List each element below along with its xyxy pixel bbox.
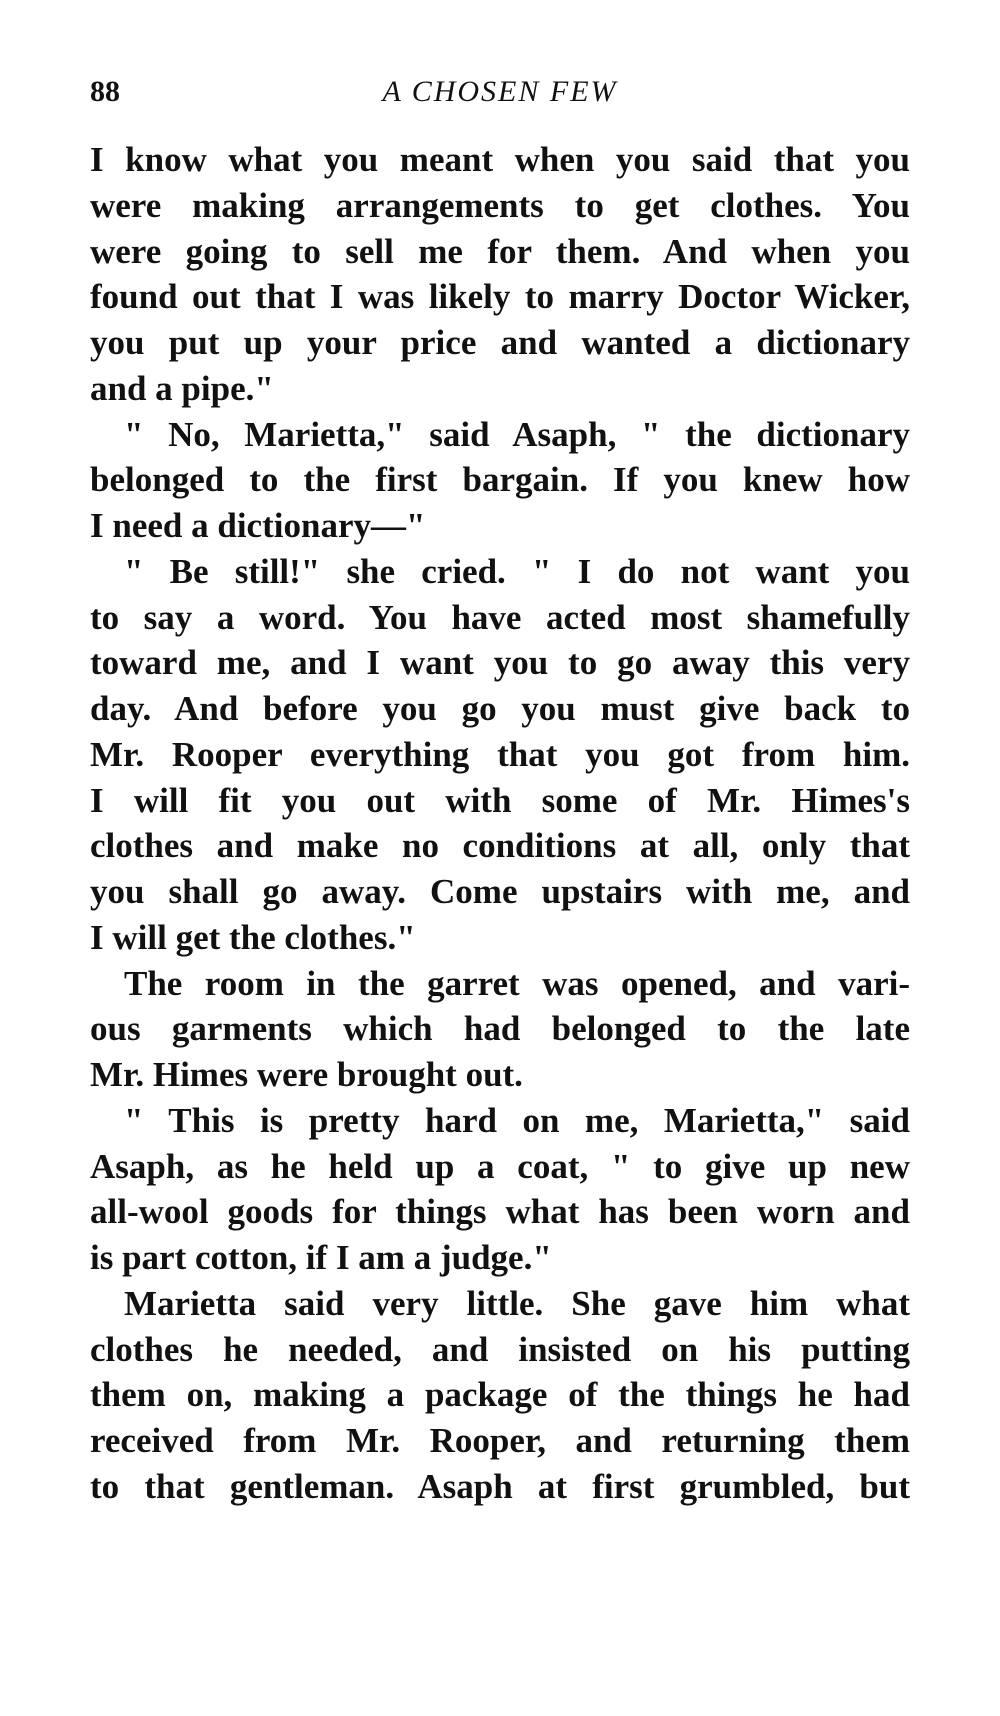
text-line: to that gentleman. Asaph at first grumbled, but bbox=[90, 1466, 910, 1506]
text-line: them on, making a package of the things he had bbox=[90, 1375, 910, 1415]
text-line: found out that I was likely to marry Doctor Wicker, bbox=[90, 277, 910, 317]
text-line: and a pipe." bbox=[90, 368, 274, 408]
running-head bbox=[90, 72, 910, 112]
text-line: you shall go away. Come upstairs with me, and bbox=[90, 872, 910, 911]
text-line: Marietta said very little. She gave him what bbox=[124, 1283, 910, 1323]
text-line: Asaph, as he held up a coat, " to give up new bbox=[90, 1146, 910, 1186]
text-line: clothes he needed, and insisted on his putting bbox=[90, 1329, 910, 1369]
text-line: toward me, and I want you to go away this very bbox=[90, 643, 910, 683]
text-line: " Be still!" she cried. " I do not want you bbox=[124, 551, 910, 591]
text-line: Mr. Rooper everything that you got from him. bbox=[90, 734, 910, 774]
text-line: belonged to the first bargain. If you knew how bbox=[90, 460, 910, 500]
text-line: I will fit you out with some of Mr. Himes's bbox=[90, 780, 910, 820]
text-line: Mr. Himes were brought out. bbox=[90, 1055, 523, 1094]
text-line: received from Mr. Rooper, and returning them bbox=[90, 1421, 910, 1460]
text-line: The room in the garret was opened, and vari- bbox=[124, 963, 910, 1003]
text-line: I know what you meant when you said that you bbox=[90, 140, 910, 179]
text-line: is part cotton, if I am a judge." bbox=[90, 1238, 552, 1277]
text-line: clothes and make no conditions at all, only that bbox=[90, 826, 910, 866]
text-line: I need a dictionary—" bbox=[90, 506, 426, 545]
body-text bbox=[90, 137, 910, 1510]
text-line: I will get the clothes." bbox=[90, 917, 416, 957]
book-title: A CHOSEN FEW bbox=[382, 75, 618, 108]
text-line: ous garments which had belonged to the late bbox=[90, 1009, 910, 1049]
text-line: you put up your price and wanted a dictionary bbox=[90, 323, 910, 362]
text-line: were making arrangements to get clothes. You bbox=[90, 185, 910, 225]
text-line: day. And before you go you must give back to bbox=[90, 689, 910, 728]
text-line: all-wool goods for things what has been worn and bbox=[90, 1192, 910, 1232]
text-line: to say a word. You have acted most shamefully bbox=[90, 597, 910, 637]
text-line: " This is pretty hard on me, Marietta," said bbox=[124, 1100, 910, 1140]
text-line: were going to sell me for them. And when you bbox=[90, 231, 910, 271]
text-line: " No, Marietta," said Asaph, " the dictionary bbox=[124, 414, 910, 454]
page-number: 88 bbox=[90, 75, 120, 108]
